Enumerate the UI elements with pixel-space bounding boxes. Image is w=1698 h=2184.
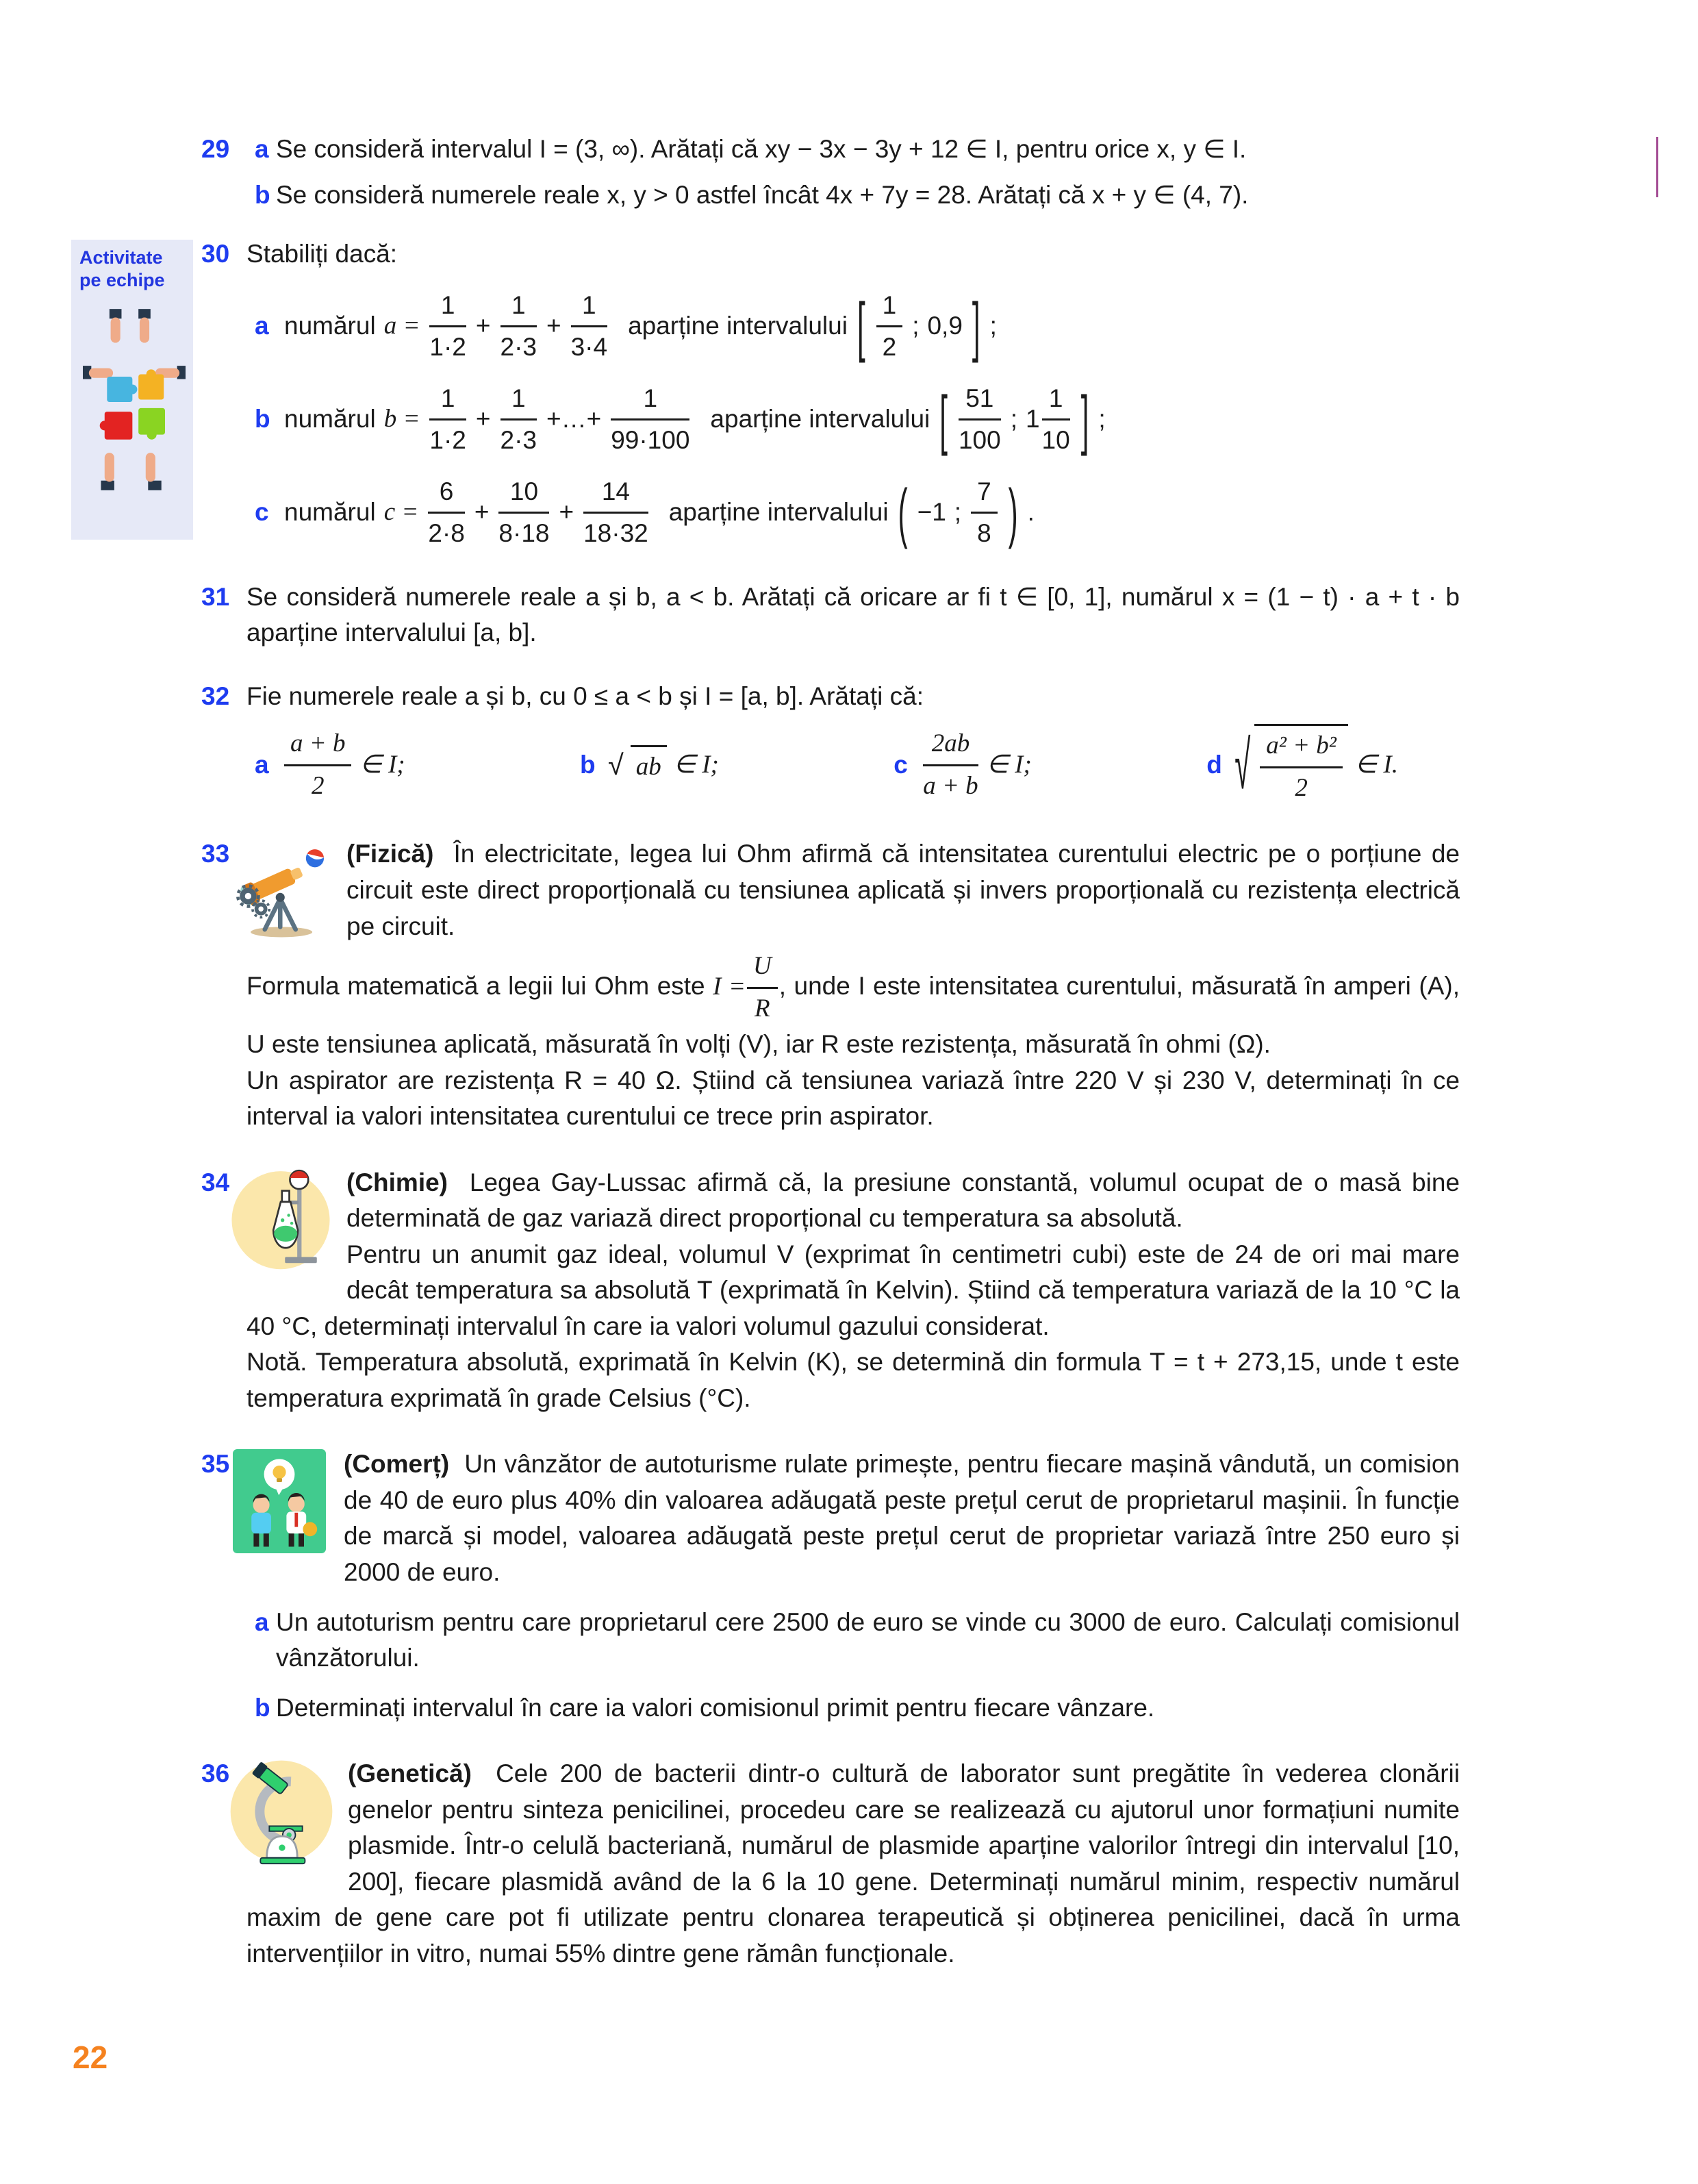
- exercise-paragraph: Pentru un anumit gaz ideal, volumul V (exprimat în centimetri cubi) este de 24 de ori mai mare decât temperatura sa absolută T (exprimată în Kelvin). Știind că temperatura variază de la 10 °C la 40 °C, determinați intervalul în care ia valori volumul gazului considerat.: [246, 1240, 1460, 1340]
- exercise-intro: Fie numerele reale a și b, cu 0 ≤ a < b și I = [a, b]. Arătați că:: [246, 681, 924, 710]
- commerce-people-icon: [227, 1449, 331, 1553]
- item-a: [246, 726, 405, 804]
- big-bracket: ): [1008, 475, 1018, 550]
- item-c: [246, 474, 1460, 552]
- interval-bound: −1: [917, 498, 946, 527]
- big-bracket: [: [857, 288, 865, 363]
- exercise-number: 29: [201, 135, 230, 163]
- item-letter: c: [255, 498, 269, 527]
- math-lhs: I =: [713, 972, 746, 1001]
- operator: +: [546, 312, 561, 340]
- fraction: $\frac{1}{3\cdot 4}$: [571, 288, 607, 366]
- big-bracket: (: [898, 475, 908, 550]
- punctuation: ;: [989, 312, 997, 340]
- interval-bound: 0,9: [927, 312, 963, 340]
- exercise-36: [201, 1756, 1460, 1972]
- exercise-34: [201, 1165, 1460, 1417]
- exercise-paragraph: Un aspirator are rezistența R = 40 Ω. Știind că tensiunea variază între 220 V și 230 V, determinați în ce interval ia valori intensitatea curentului ce trece prin aspirator.: [246, 1066, 1460, 1131]
- lead-word: numărul: [284, 498, 376, 527]
- mid-text: aparține intervalului: [668, 498, 889, 527]
- item-letter: b: [255, 1693, 270, 1722]
- exercise-paragraph: (Chimie) Legea Gay-Lussac afirmă că, la presiune constantă, volumul ocupat de o masă bine determinată de gaz variază direct proporțional cu temperatura sa absolută.: [346, 1168, 1460, 1233]
- exercise-32: [201, 679, 1460, 807]
- exercise-30: [201, 236, 1460, 552]
- activity-label-line2: pe echipe: [79, 269, 165, 290]
- item-text: Se consideră intervalul I = (3, ∞). Arătați că xy − 3x − 3y + 12 ∈ I, pentru orice x, y ∈ I.: [276, 135, 1247, 163]
- sqrt-sign: √: [607, 748, 624, 781]
- lead-word: numărul: [284, 405, 376, 434]
- fraction: $\frac{1}{99\cdot 100}$: [611, 381, 689, 459]
- exercise-intro: Stabiliți dacă:: [246, 240, 398, 268]
- exercise-number: 30: [201, 240, 230, 268]
- sqrt-arg: ab: [631, 745, 667, 786]
- telescope-icon: [231, 839, 334, 942]
- fraction: $\frac{1}{1\cdot 2}$: [429, 288, 466, 366]
- item-b: [246, 381, 1460, 459]
- page-number: 22: [73, 2039, 108, 2075]
- exercise-paragraph: (Comerț) Un vânzător de autoturisme rulate primește, pentru fiecare mașină vândută, un comision de 40 de euro plus 40% din valoarea adăugată peste prețul cerut de proprietarul mașinii. În funcție de marcă și model, valoarea adăugată peste prețul cerut de proprietar variază între 250 euro și 2000 de euro.: [344, 1450, 1460, 1586]
- exercise-number: 32: [201, 681, 230, 710]
- punctuation: .: [1027, 498, 1035, 527]
- subject-label: (Chimie): [346, 1168, 448, 1196]
- mixed-number: 1 $\frac{1}{10}$: [1026, 381, 1072, 459]
- exercise-31: [201, 579, 1460, 651]
- exercise-35: [201, 1446, 1460, 1726]
- separator: ;: [1010, 405, 1017, 434]
- membership: ∈ I;: [986, 751, 1032, 779]
- fraction: $\frac{U}{R}$: [747, 949, 778, 1027]
- item-b: [572, 745, 719, 786]
- item-letter: a: [255, 312, 269, 340]
- item-letter: b: [255, 180, 270, 209]
- item-letter: a: [255, 135, 269, 163]
- exercise-number: 31: [201, 582, 230, 611]
- microscope-icon: [227, 1757, 335, 1887]
- separator: ;: [954, 498, 962, 527]
- exercise-number: 33: [201, 840, 230, 868]
- edge-mark: [1656, 137, 1658, 197]
- mid-text: aparține intervalului: [628, 312, 848, 340]
- separator: ;: [912, 312, 920, 340]
- subject-label: (Comerț): [344, 1450, 450, 1479]
- item-text: Se consideră numerele reale x, y > 0 astfel încât 4x + 7y = 28. Arătați că x + y ∈ (4, 7).: [276, 180, 1249, 209]
- fraction: $\frac{6}{2\cdot 8}$: [428, 474, 464, 552]
- exercise-number: 34: [201, 1168, 230, 1196]
- membership: ∈ I;: [359, 751, 405, 779]
- exercise-paragraph: (Genetică) Cele 200 de bacterii dintr-o cultură de laborator sunt pregătite în vederea clonării genelor pentru sinteza penicilinei, procedeu care se realizează cu ajutorul unor formațiuni numite plasmide. Într-o celulă bacteriană, numărul de plasmide aparține valorilor întregi din intervalul [10, 200], fiecare plasmidă având de la 6 la 10 gene. Determinați numărul minim, respectiv numărul maxim de gene care pot fi utilizate pentru clonarea terapeutică și obținerea penicilinei, dacă în urma intervențiilor in vitro, numai 55% dintre gene rămân funcționale.: [246, 1759, 1460, 1968]
- page-content: [201, 131, 1460, 1972]
- fraction: $\frac{2ab}{a + b}$: [923, 726, 978, 804]
- fraction: $\frac{7}{8}$: [971, 474, 998, 552]
- exercise-paragraph: (Fizică) În electricitate, legea lui Ohm afirmă că intensitatea curentului electric pe o porțiune de circuit este direct proporțională cu tensiunea aplicată și invers proporțională cu rezistența electrică pe circuit.: [346, 840, 1460, 940]
- lead-word: numărul: [284, 312, 376, 340]
- fraction: $\frac{1}{2\cdot 3}$: [500, 288, 537, 366]
- operator: +: [475, 312, 491, 340]
- chemistry-flask-icon: [227, 1166, 334, 1270]
- item-letter: b: [255, 405, 270, 434]
- formula-row: [246, 724, 1460, 806]
- fraction: $\frac{10}{8\cdot 18}$: [498, 474, 549, 552]
- math-lhs: b =: [383, 405, 420, 434]
- membership: ∈ I;: [673, 751, 719, 779]
- membership: ∈ I.: [1354, 751, 1398, 779]
- exercise-text: Se consideră numerele reale a și b, a < b. Arătați că oricare ar fi t ∈ [0, 1], numărul x = (1 − t) · a + t · b aparține intervalului [a, b].: [246, 582, 1460, 647]
- fraction: $\frac{51}{100}$: [959, 381, 1001, 459]
- fraction: $\frac{1}{2\cdot 3}$: [500, 381, 537, 459]
- fraction: $\frac{14}{18\cdot 32}$: [583, 474, 648, 552]
- item-b: [246, 177, 1460, 214]
- exercise-number: 36: [201, 1759, 230, 1788]
- sqrt-sign: √: [1234, 727, 1251, 803]
- item-letter: c: [894, 751, 908, 779]
- item-a: [246, 131, 1460, 168]
- math-lhs: a =: [383, 312, 420, 340]
- exercise-number: 35: [201, 1450, 230, 1479]
- subject-label: (Fizică): [346, 840, 434, 868]
- item-letter: a: [255, 1607, 269, 1636]
- item-text: Determinați intervalul în care ia valori comisionul primit pentru fiecare vânzare.: [276, 1693, 1155, 1722]
- subject-label: (Genetică): [348, 1759, 472, 1788]
- exercise-paragraph: Formula matematică a legii lui Ohm este I = $\frac{U}{R}$ , unde I este intensitatea curentului, măsurată în amperi (A), U este tensiunea aplicată, măsurată în volți (V), iar R este rezistența, măsurată în ohmi (Ω).: [246, 949, 1460, 1063]
- exercise-33: [201, 836, 1460, 1134]
- item-letter: b: [579, 751, 596, 779]
- big-bracket: ]: [1080, 381, 1089, 457]
- operator: +…+: [546, 405, 602, 434]
- team-puzzle-illustration: [83, 299, 186, 501]
- mid-text: aparține intervalului: [710, 405, 930, 434]
- item-b: [246, 1690, 1460, 1727]
- fraction: $\frac{a + b}{2}$: [284, 726, 351, 804]
- item-letter: d: [1206, 751, 1222, 779]
- exercise-paragraph: Notă. Temperatura absolută, exprimată în Kelvin (K), se determină din formula T = t + 273,15, unde t este temperatura exprimată în grade Celsius (°C).: [246, 1348, 1460, 1412]
- math-lhs: c =: [383, 498, 419, 527]
- operator: +: [559, 498, 574, 527]
- item-c: [885, 726, 1032, 804]
- fraction: $\frac{1}{1\cdot 2}$: [429, 381, 466, 459]
- operator: +: [474, 498, 490, 527]
- item-letter: a: [255, 751, 269, 779]
- sidebar-activity-box: [71, 240, 193, 540]
- activity-label-line1: Activitate: [79, 247, 163, 268]
- punctuation: ;: [1098, 405, 1106, 434]
- fraction: $\frac{1}{2}$: [876, 288, 903, 366]
- big-bracket: ]: [972, 288, 980, 363]
- item-d: [1198, 724, 1398, 806]
- item-a: [246, 1605, 1460, 1677]
- operator: +: [475, 405, 491, 434]
- item-a: [246, 288, 1460, 366]
- exercise-29: [201, 131, 1460, 213]
- sqrt-arg: $\frac{\text{a² + b²}}{2}$: [1254, 724, 1348, 806]
- item-text: Un autoturism pentru care proprietarul cere 2500 de euro se vinde cu 3000 de euro. Calculați comisionul vânzătorului.: [276, 1607, 1460, 1672]
- big-bracket: [: [939, 381, 948, 457]
